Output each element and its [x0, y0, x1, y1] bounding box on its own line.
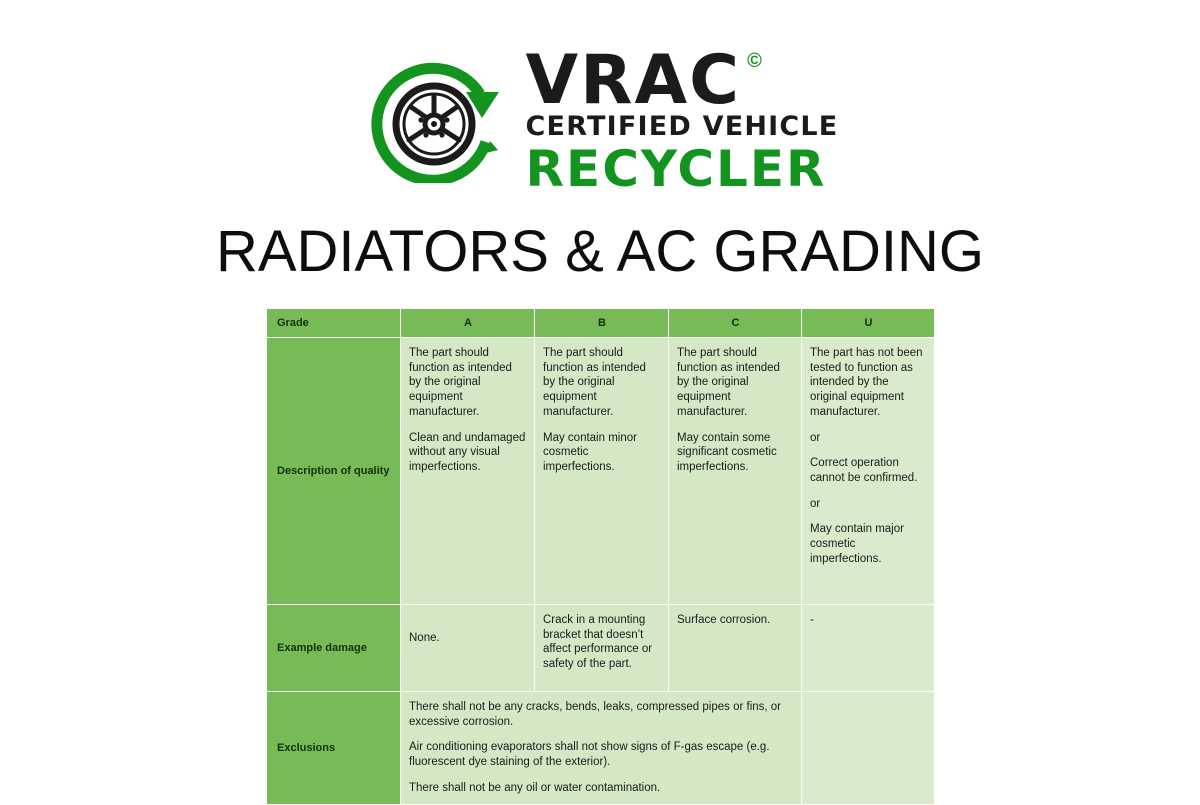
row-label-description: Description of quality — [267, 338, 401, 605]
cell-paragraph: Surface corrosion. — [677, 614, 771, 626]
cell-paragraph: There shall not be any oil or water contamination. — [409, 781, 661, 794]
row-label-example-damage: Example damage — [267, 605, 401, 692]
cell-paragraph: The part has not been tested to function as intended by the original equipment manufacturer. — [810, 347, 923, 418]
header-grade-b: B — [535, 309, 669, 338]
cell-paragraph: or — [810, 431, 821, 444]
copyright-icon: © — [747, 50, 764, 72]
header-grade-a: A — [401, 309, 535, 338]
cell-paragraph: The part should function as intended by the original equipment manufacturer. — [543, 347, 646, 418]
header-grade-u: U — [802, 309, 935, 338]
logo-wordmark — [525, 41, 839, 198]
header-grade-c: C — [669, 309, 802, 338]
table-row — [267, 338, 935, 605]
cell-paragraph: The part should function as intended by the original equipment manufacturer. — [677, 347, 780, 418]
cell-paragraph: or — [810, 497, 821, 510]
cell-description-b — [535, 338, 669, 605]
cell-paragraph: The part should function as intended by the original equipment manufacturer. — [409, 347, 512, 418]
cell-paragraph: May contain minor cosmetic imperfections. — [543, 431, 637, 474]
header-grade: Grade — [267, 309, 401, 338]
cell-paragraph: There shall not be any cracks, bends, leaks, compressed pipes or fins, or excessive corrosion. — [409, 701, 782, 728]
grading-table — [266, 308, 935, 805]
cell-description-c — [669, 338, 802, 605]
table-header — [267, 309, 935, 338]
cell-exclusions-u — [802, 692, 935, 805]
cell-example-b — [535, 605, 669, 692]
vrac-logo — [0, 41, 1200, 198]
cell-description-a — [401, 338, 535, 605]
table-body — [267, 338, 935, 805]
cell-paragraph: - — [810, 614, 814, 626]
logo-brand-line — [525, 41, 839, 120]
table-row — [267, 605, 935, 692]
cell-paragraph: May contain major cosmetic imperfections. — [810, 523, 904, 565]
page-title: RADIATORS & AC GRADING — [215, 219, 985, 284]
table-row — [267, 692, 935, 805]
row-label-exclusions: Exclusions — [267, 692, 401, 805]
cell-paragraph: Crack in a mounting bracket that doesn’t affect performance or safety of the part. — [543, 614, 653, 671]
cell-paragraph: None. — [409, 632, 440, 644]
cell-paragraph: Correct operation cannot be confirmed. — [810, 457, 918, 485]
cell-paragraph: Clean and undamaged without any visual imperfections. — [409, 431, 526, 474]
cell-example-c — [669, 605, 802, 692]
cell-paragraph: May contain some significant cosmetic imperfections. — [677, 431, 777, 474]
cell-description-u — [802, 338, 935, 605]
cell-example-a — [401, 605, 535, 692]
logo-brand: VRAC — [525, 41, 742, 120]
wheel-recycling-logo-icon — [362, 58, 512, 183]
cell-paragraph: Air conditioning evaporators shall not show signs of F-gas escape (e.g. fluorescent dye staining of the exterior). — [409, 741, 770, 769]
logo-tagline: CERTIFIED VEHICLE — [525, 110, 839, 142]
cell-example-u — [802, 605, 935, 692]
cell-exclusions — [401, 692, 802, 805]
table-header-row — [267, 309, 935, 338]
logo-recycler-word: RECYCLER — [525, 139, 827, 198]
logo-inner — [362, 41, 839, 198]
